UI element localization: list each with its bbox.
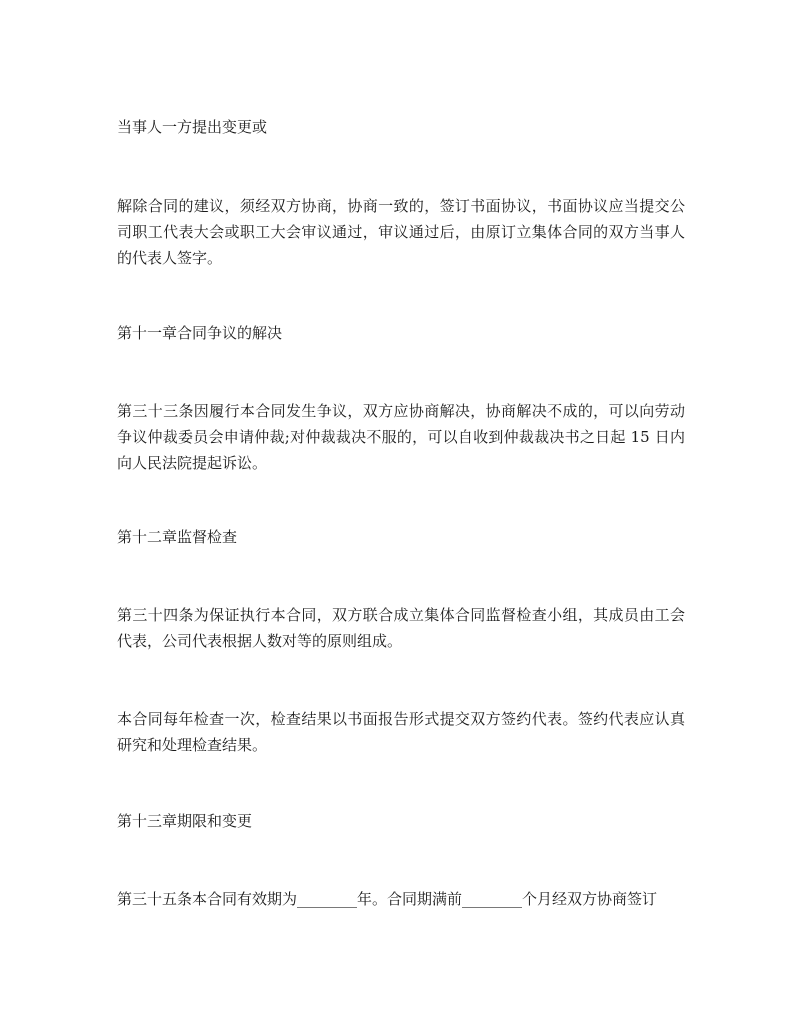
article-35-paragraph: 第三十五条本合同有效期为________年。合同期满前________个月经双方协商签订 (117, 890, 658, 908)
annual-inspection-paragraph: 本合同每年检查一次，检查结果以书面报告形式提交双方签约代表。签约代表应认真研究和处理检查结果。 (117, 710, 685, 754)
article-33-paragraph: 第三十三条因履行本合同发生争议，双方应协商解决，协商解决不成的，可以向劳动争议仲裁委员会申请仲裁;对仲裁裁决不服的，可以自收到仲裁裁决书之日起 15 日内向人民法院提起诉讼。 (117, 402, 685, 472)
chapter-heading-term-and-change: 第十三章期限和变更 (117, 812, 253, 830)
article-34-paragraph: 第三十四条为保证执行本合同，双方联合成立集体合同监督检查小组，其成员由工会代表，公司代表根据人数对等的原则组成。 (117, 606, 685, 650)
paragraph-change-proposal: 当事人一方提出变更或 (117, 118, 268, 136)
chapter-heading-supervision: 第十二章监督检查 (117, 528, 238, 546)
chapter-heading-dispute-resolution: 第十一章合同争议的解决 (117, 324, 283, 342)
paragraph-termination-procedure: 解除合同的建议，须经双方协商，协商一致的，签订书面协议，书面协议应当提交公司职工代表大会或职工大会审议通过，审议通过后，由原订立集体合同的双方当事人的代表人签字。 (117, 197, 685, 267)
